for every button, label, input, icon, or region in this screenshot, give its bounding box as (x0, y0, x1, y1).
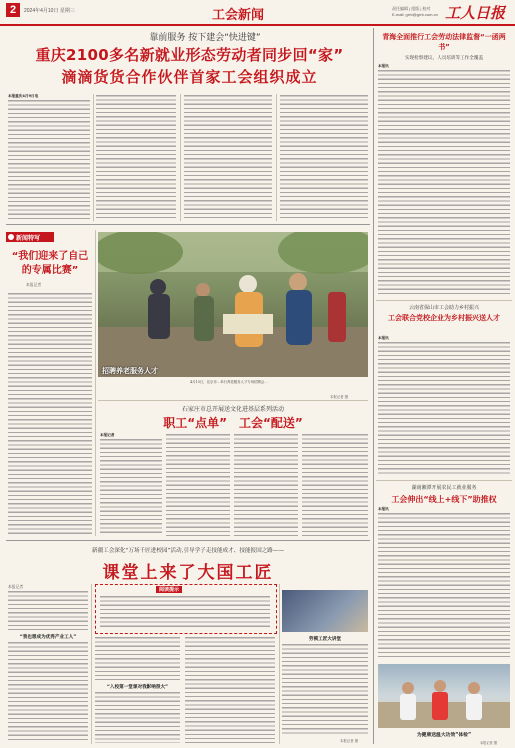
right-story2-body (378, 341, 510, 475)
paper-logo: 工人日报 (445, 4, 506, 22)
section-title: 工会新闻 (212, 8, 265, 23)
lead-kicker: 靠前服务 按下建会“快进键” (149, 33, 261, 43)
bottom-body-col2 (95, 636, 180, 680)
bottom-photo-credit: 本报记者 摄 (340, 739, 359, 743)
bottom-photo-1 (282, 590, 368, 632)
feature-title: “我们迎来了自己的专属比赛” (11, 251, 89, 276)
bottom-body-col3 (185, 636, 275, 743)
editor-info-1: 责任编辑 | 组版 | 校对 (392, 6, 431, 11)
mid-body-col2 (166, 433, 230, 536)
lead-body-col4 (280, 94, 368, 221)
bottom-body-col2b (95, 691, 180, 743)
masthead (0, 0, 515, 26)
photo-caption-title: 招聘养老服务人才 (102, 367, 158, 375)
right-story2-kicker: 云南省保山市工会助力乡村振兴 (408, 305, 479, 311)
feature-icon (8, 234, 14, 240)
right-photo-illustration (378, 664, 510, 728)
right-story3-body (378, 512, 510, 660)
reading-tip-text (100, 595, 270, 629)
photo-credit: 本报记者 摄 (330, 395, 349, 399)
mid-headline: 职工“点单” 工会“配送” (163, 416, 303, 430)
bottom-body-col1b (8, 641, 88, 743)
right-story3-byline: 本报讯 (378, 507, 389, 511)
right-photo-caption: 为健康送温大功效“体检” (416, 733, 472, 738)
mid-body-col3 (234, 433, 298, 536)
bottom-body-col4 (282, 643, 368, 736)
bottom-headline: 课堂上来了大国工匠 (102, 563, 274, 583)
right-story1-title: 青海全面推行工会劳动法律监督“一函两书” (382, 33, 506, 51)
reading-tip-label: 阅读提示 (156, 586, 182, 593)
right-story1-byline: 本报讯 (378, 64, 389, 68)
mid-kicker: 石家庄市总开展送文化进基层系列活动 (181, 406, 284, 413)
lead-body-col2 (96, 94, 176, 221)
bottom-kicker: 新疆工会深化“万场千匠进校园”活动,引导学子走技能成才、技能报国之路—— (91, 548, 285, 554)
feature-label: 新闻特写 (16, 235, 41, 242)
feature-byline: 本报记者 (26, 282, 42, 287)
bottom-subhead-1: “我也想成为优秀产业工人” (19, 635, 77, 640)
photo-illustration (98, 232, 368, 377)
reading-tip-box (95, 584, 277, 634)
right-photo (378, 664, 510, 728)
right-story1-sub: 实现检察建议、人员培训等工作全覆盖 (404, 56, 484, 61)
bottom-subhead-2: “入校第一堂课对我影响很大” (106, 685, 169, 690)
bottom-byline: 本报记者 (8, 584, 24, 589)
lead-byline: 本报重庆4月9日电 (8, 94, 39, 98)
feature-body (8, 292, 92, 536)
right-photo-credit: 本报记者 摄 (480, 741, 497, 745)
bottom-subhead-3: 劳模工匠大讲堂 (308, 637, 342, 642)
lead-body-col1 (8, 99, 90, 221)
right-story2-headline: 工会联合党校企业为乡村振兴送人才 (388, 314, 500, 322)
right-story1-body (378, 69, 510, 295)
news-photo (98, 232, 368, 377)
mid-byline: 本报记者 (100, 433, 115, 437)
editor-info-2: E-mail: grrb@grrb.com.cn (392, 12, 438, 17)
right-story3-headline: 工会伸出“线上+线下”助推权 (391, 495, 497, 504)
right-story2-byline: 本报讯 (378, 336, 389, 340)
feature-label-bar (6, 232, 54, 242)
lead-headline-2: 滴滴货货合作伙伴首家工会组织成立 (61, 68, 318, 86)
lead-headline-1: 重庆2100多名新就业形态劳动者同步回“家” (35, 46, 344, 64)
bottom-body-col1 (8, 590, 88, 630)
lead-body-col3 (184, 94, 272, 221)
right-story3-kicker: 湖南湘潭开展农民工就业服务 (411, 485, 477, 491)
date-line: 2024年4月10日 星期三 (24, 8, 75, 14)
mid-body-col4 (302, 433, 368, 536)
page-number: 2 (6, 3, 20, 17)
photo-caption: 4月13日，北京市…举行养老服务人才专场招聘会… (190, 380, 268, 384)
mid-body-col1 (100, 438, 162, 536)
